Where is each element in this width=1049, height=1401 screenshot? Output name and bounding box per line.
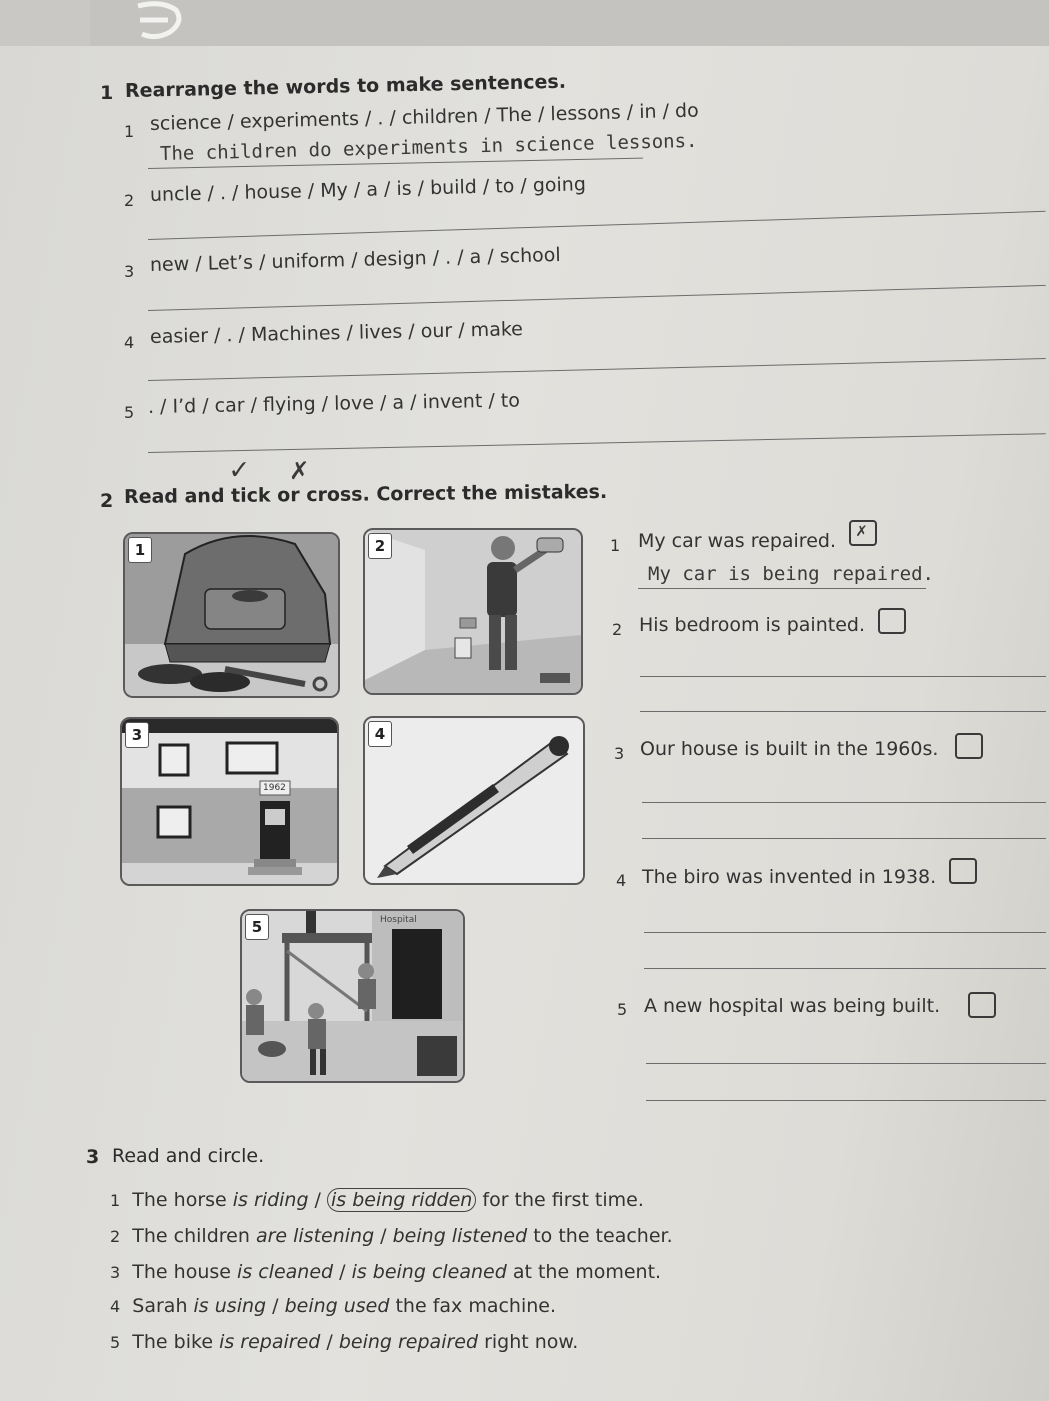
correction-line[interactable] — [644, 932, 1046, 933]
item-number: 4 — [124, 333, 135, 352]
separator: / — [333, 1261, 352, 1283]
scrambled-words: easier / . / Machines / lives / our / make — [149, 318, 524, 348]
sentence-end: the fax machine. — [389, 1295, 557, 1317]
correction-line[interactable] — [646, 1100, 1046, 1101]
separator: / — [320, 1331, 339, 1353]
cross-icon: ✗ — [290, 452, 309, 487]
item-number: 5 — [110, 1333, 121, 1352]
correction-line[interactable] — [640, 711, 1046, 712]
correction-line[interactable] — [640, 676, 1046, 677]
correction-line[interactable] — [642, 802, 1046, 803]
top-band-edge — [0, 0, 90, 46]
correction-line[interactable] — [646, 1063, 1046, 1064]
tick-icon: ✓ — [230, 452, 249, 487]
handwritten-correction: My car is being repaired. — [648, 563, 934, 585]
panel-number: 1 — [128, 537, 152, 563]
sentence-start: The children — [132, 1225, 256, 1247]
sentence-end: to the teacher. — [527, 1225, 673, 1247]
sentence-end: right now. — [478, 1331, 579, 1353]
answer-line[interactable] — [148, 433, 1046, 453]
checkbox-icon[interactable] — [968, 992, 996, 1018]
biro-pen-illustration — [365, 718, 583, 883]
exercise-3-item — [110, 1295, 556, 1317]
picture-panel-5 — [240, 909, 465, 1083]
handwritten-answer: The children do experiments in science lessons. — [159, 129, 698, 165]
exercise-3-item — [110, 1225, 673, 1247]
item-number: 1 — [110, 1191, 121, 1210]
picture-panel-4 — [363, 716, 585, 885]
sentence-start: The horse — [132, 1189, 233, 1211]
house-illustration — [122, 719, 337, 884]
sentence-end: at the moment. — [506, 1261, 662, 1283]
exercise-2-number: 2 — [100, 490, 114, 512]
painter-illustration — [365, 530, 581, 693]
statement-text: His bedroom is painted. — [639, 614, 865, 636]
checkbox-icon[interactable] — [878, 608, 906, 634]
exercise-1-number: 1 — [100, 82, 114, 104]
hospital-sign: Hospital — [380, 915, 417, 925]
option-1[interactable]: is cleaned — [237, 1261, 334, 1283]
scrambled-words: science / experiments / . / children / The / lessons / in / do — [149, 99, 699, 135]
sentence-start: The house — [132, 1261, 237, 1283]
exercise-3-number: 3 — [86, 1146, 100, 1168]
exercise-3-title: Read and circle. — [112, 1145, 265, 1167]
answer-line[interactable] — [148, 211, 1046, 240]
option-2-circled[interactable]: is being ridden — [327, 1188, 476, 1212]
option-2[interactable]: is being cleaned — [351, 1261, 507, 1283]
exercise-3-item — [110, 1261, 661, 1283]
item-number: 2 — [124, 191, 135, 210]
panel-number: 4 — [368, 721, 392, 747]
correction-line[interactable] — [644, 968, 1046, 969]
statement-text: A new hospital was being built. — [644, 995, 941, 1017]
top-band — [90, 0, 1049, 46]
checkbox-icon[interactable] — [955, 733, 983, 759]
scrambled-words: uncle / . / house / My / a / is / build / to / going — [149, 173, 587, 206]
correction-line[interactable] — [642, 838, 1046, 839]
panel-number: 2 — [368, 533, 392, 559]
picture-panel-3 — [120, 717, 339, 886]
separator: / — [308, 1189, 327, 1211]
item-number: 1 — [124, 122, 135, 141]
correction-line[interactable] — [638, 588, 926, 589]
answer-line[interactable] — [148, 285, 1046, 311]
panel-number: 5 — [245, 914, 269, 940]
cross-mark: ✗ — [856, 520, 867, 541]
page-corner-logo-icon — [132, 0, 192, 50]
item-number: 3 — [124, 262, 135, 281]
separator: / — [266, 1295, 285, 1317]
option-2[interactable]: being repaired — [338, 1331, 479, 1353]
statement-text: Our house is built in the 1960s. — [640, 738, 939, 760]
exercise-3-item — [110, 1331, 578, 1353]
statement-text: The biro was invented in 1938. — [642, 866, 937, 888]
picture-panel-2 — [363, 528, 583, 695]
construction-illustration — [242, 911, 463, 1081]
car-repair-illustration — [125, 534, 338, 696]
option-1[interactable]: is riding — [232, 1189, 309, 1211]
picture-panel-1 — [123, 532, 340, 698]
sentence-end: for the first time. — [476, 1189, 644, 1211]
option-2[interactable]: being used — [284, 1295, 390, 1317]
option-1[interactable]: is repaired — [219, 1331, 321, 1353]
scrambled-words: . / I’d / car / flying / love / a / invent / to — [147, 389, 521, 418]
building-date-sign: 1962 — [263, 783, 286, 793]
item-number: 1 — [610, 536, 621, 555]
item-number: 2 — [110, 1227, 121, 1246]
statement-text: My car was repaired. — [638, 530, 836, 552]
item-number: 3 — [614, 744, 625, 763]
exercise-1-title: Rearrange the words to make sentences. — [124, 70, 567, 102]
answer-line[interactable] — [148, 358, 1046, 381]
separator: / — [374, 1225, 393, 1247]
exercise-3-item — [110, 1189, 644, 1211]
item-number: 4 — [616, 871, 627, 890]
item-number: 3 — [110, 1263, 121, 1282]
item-number: 5 — [617, 1000, 628, 1019]
panel-number: 3 — [125, 722, 149, 748]
sentence-start: The bike — [132, 1331, 220, 1353]
item-number: 4 — [110, 1297, 121, 1316]
scrambled-words: new / Let’s / uniform / design / . / a / school — [149, 243, 561, 276]
option-1[interactable]: is using — [193, 1295, 267, 1317]
option-2[interactable]: being listened — [392, 1225, 528, 1247]
checkbox-icon[interactable] — [949, 858, 977, 884]
sentence-start: Sarah — [132, 1295, 194, 1317]
option-1[interactable]: are listening — [255, 1225, 375, 1247]
item-number: 5 — [124, 403, 135, 422]
item-number: 2 — [612, 620, 623, 639]
exercise-2-title: Read and tick or cross. Correct the mistakes. — [123, 480, 608, 508]
